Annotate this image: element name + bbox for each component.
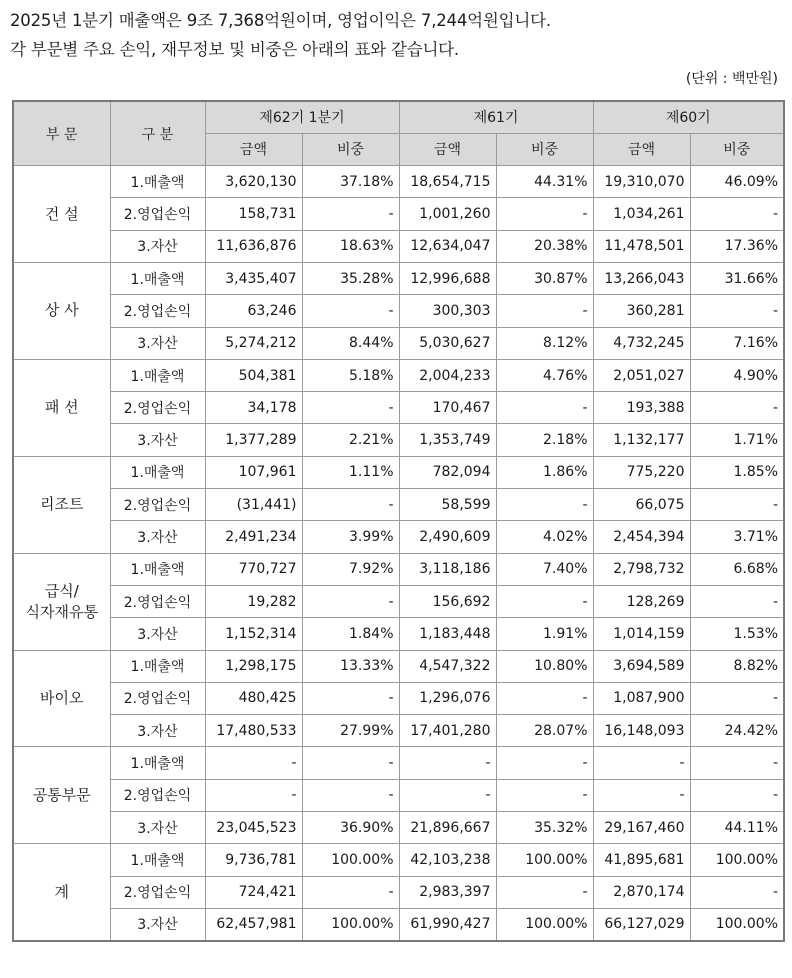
ratio-cell: 44.31% xyxy=(496,166,593,198)
ratio-cell: - xyxy=(496,198,593,230)
amount-cell: 9,736,781 xyxy=(205,844,302,876)
amount-cell: 107,961 xyxy=(205,456,302,488)
row-item-label: 1.매출액 xyxy=(110,456,205,488)
amount-cell: - xyxy=(593,779,690,811)
amount-cell: 29,167,460 xyxy=(593,812,690,844)
header-period-61: 제61기 xyxy=(399,101,593,133)
amount-cell: 21,896,667 xyxy=(399,812,496,844)
amount-cell: 1,298,175 xyxy=(205,650,302,682)
amount-cell: 2,490,609 xyxy=(399,521,496,553)
amount-cell: 128,269 xyxy=(593,585,690,617)
amount-cell: 34,178 xyxy=(205,392,302,424)
ratio-cell: 4.76% xyxy=(496,359,593,391)
amount-cell: 775,220 xyxy=(593,456,690,488)
amount-cell: 66,127,029 xyxy=(593,908,690,940)
ratio-cell: - xyxy=(302,585,399,617)
amount-cell: 19,282 xyxy=(205,585,302,617)
ratio-cell: - xyxy=(496,682,593,714)
amount-cell: 2,004,233 xyxy=(399,359,496,391)
amount-cell: 16,148,093 xyxy=(593,715,690,747)
row-item-label: 3.자산 xyxy=(110,521,205,553)
amount-cell: 3,620,130 xyxy=(205,166,302,198)
ratio-cell: 100.00% xyxy=(496,844,593,876)
ratio-cell: - xyxy=(496,876,593,908)
ratio-cell: 2.21% xyxy=(302,424,399,456)
row-item-label: 3.자산 xyxy=(110,812,205,844)
amount-cell: 300,303 xyxy=(399,295,496,327)
table-row xyxy=(13,682,784,714)
ratio-cell: 100.00% xyxy=(690,844,784,876)
segment-name: 공통부문 xyxy=(13,747,110,844)
ratio-cell: - xyxy=(690,779,784,811)
amount-cell: - xyxy=(205,747,302,779)
unit-label: (단위 : 백만원) xyxy=(685,71,778,87)
ratio-cell: 1.84% xyxy=(302,618,399,650)
ratio-cell: 100.00% xyxy=(496,908,593,940)
amount-cell: 1,034,261 xyxy=(593,198,690,230)
ratio-cell: 3.71% xyxy=(690,521,784,553)
amount-cell: 19,310,070 xyxy=(593,166,690,198)
amount-cell: 1,014,159 xyxy=(593,618,690,650)
ratio-cell: 2.18% xyxy=(496,424,593,456)
ratio-cell: 28.07% xyxy=(496,715,593,747)
ratio-cell: - xyxy=(496,489,593,521)
ratio-cell: 1.53% xyxy=(690,618,784,650)
table-row xyxy=(13,812,784,844)
row-item-label: 1.매출액 xyxy=(110,747,205,779)
row-item-label: 2.영업손익 xyxy=(110,295,205,327)
segment-name: 상 사 xyxy=(13,262,110,359)
amount-cell: 1,132,177 xyxy=(593,424,690,456)
amount-cell: 1,001,260 xyxy=(399,198,496,230)
amount-cell: 17,401,280 xyxy=(399,715,496,747)
ratio-cell: 44.11% xyxy=(690,812,784,844)
amount-cell: 1,353,749 xyxy=(399,424,496,456)
segment-financial-table xyxy=(12,100,785,942)
amount-cell: 193,388 xyxy=(593,392,690,424)
amount-cell: - xyxy=(399,747,496,779)
amount-cell: 782,094 xyxy=(399,456,496,488)
amount-cell: - xyxy=(399,779,496,811)
row-item-label: 3.자산 xyxy=(110,327,205,359)
table-row xyxy=(13,166,784,198)
amount-cell: 1,377,289 xyxy=(205,424,302,456)
row-item-label: 3.자산 xyxy=(110,230,205,262)
table-row xyxy=(13,844,784,876)
header-period-62-q1: 제62기 1분기 xyxy=(205,101,399,133)
ratio-cell: - xyxy=(496,585,593,617)
amount-cell: 2,051,027 xyxy=(593,359,690,391)
amount-cell: 12,996,688 xyxy=(399,262,496,294)
ratio-cell: 27.99% xyxy=(302,715,399,747)
row-item-label: 1.매출액 xyxy=(110,166,205,198)
ratio-cell: - xyxy=(302,392,399,424)
ratio-cell: 3.99% xyxy=(302,521,399,553)
amount-cell: 1,183,448 xyxy=(399,618,496,650)
row-item-label: 3.자산 xyxy=(110,715,205,747)
segment-name: 계 xyxy=(13,844,110,941)
ratio-cell: 4.02% xyxy=(496,521,593,553)
amount-cell: 63,246 xyxy=(205,295,302,327)
ratio-cell: - xyxy=(302,295,399,327)
ratio-cell: - xyxy=(496,747,593,779)
table-row xyxy=(13,553,784,585)
amount-cell: 5,030,627 xyxy=(399,327,496,359)
amount-cell: 2,491,234 xyxy=(205,521,302,553)
amount-cell: 11,478,501 xyxy=(593,230,690,262)
ratio-cell: 1.11% xyxy=(302,456,399,488)
ratio-cell: - xyxy=(302,198,399,230)
row-item-label: 2.영업손익 xyxy=(110,779,205,811)
table-row xyxy=(13,456,784,488)
segment-name: 패 션 xyxy=(13,359,110,456)
ratio-cell: 1.86% xyxy=(496,456,593,488)
ratio-cell: 1.71% xyxy=(690,424,784,456)
amount-cell: 770,727 xyxy=(205,553,302,585)
table-row xyxy=(13,424,784,456)
ratio-cell: 10.80% xyxy=(496,650,593,682)
ratio-cell: - xyxy=(690,585,784,617)
amount-cell: 156,692 xyxy=(399,585,496,617)
ratio-cell: 36.90% xyxy=(302,812,399,844)
segment-name: 바이오 xyxy=(13,650,110,747)
amount-cell: 1,296,076 xyxy=(399,682,496,714)
table-row xyxy=(13,779,784,811)
ratio-cell: - xyxy=(690,392,784,424)
ratio-cell: 35.28% xyxy=(302,262,399,294)
amount-cell: 17,480,533 xyxy=(205,715,302,747)
header-category: 구 분 xyxy=(110,101,205,166)
header-ratio: 비중 xyxy=(690,133,784,165)
amount-cell: 11,636,876 xyxy=(205,230,302,262)
ratio-cell: - xyxy=(496,295,593,327)
header-amount: 금액 xyxy=(205,133,302,165)
table-row xyxy=(13,747,784,779)
amount-cell: 42,103,238 xyxy=(399,844,496,876)
row-item-label: 2.영업손익 xyxy=(110,876,205,908)
ratio-cell: 37.18% xyxy=(302,166,399,198)
table-row xyxy=(13,908,784,940)
ratio-cell: 1.85% xyxy=(690,456,784,488)
header-ratio: 비중 xyxy=(496,133,593,165)
ratio-cell: 7.92% xyxy=(302,553,399,585)
amount-cell: 2,870,174 xyxy=(593,876,690,908)
amount-cell: 18,654,715 xyxy=(399,166,496,198)
row-item-label: 2.영업손익 xyxy=(110,682,205,714)
table-row xyxy=(13,295,784,327)
header-amount: 금액 xyxy=(399,133,496,165)
ratio-cell: 7.16% xyxy=(690,327,784,359)
amount-cell: 23,045,523 xyxy=(205,812,302,844)
ratio-cell: - xyxy=(690,198,784,230)
ratio-cell: 30.87% xyxy=(496,262,593,294)
header-amount: 금액 xyxy=(593,133,690,165)
amount-cell: 13,266,043 xyxy=(593,262,690,294)
ratio-cell: - xyxy=(690,489,784,521)
amount-cell: 5,274,212 xyxy=(205,327,302,359)
header-segment: 부 문 xyxy=(13,101,110,166)
ratio-cell: - xyxy=(302,779,399,811)
amount-cell: 724,421 xyxy=(205,876,302,908)
table-row xyxy=(13,876,784,908)
ratio-cell: 5.18% xyxy=(302,359,399,391)
table-row xyxy=(13,489,784,521)
ratio-cell: 35.32% xyxy=(496,812,593,844)
table-row xyxy=(13,327,784,359)
amount-cell: (31,441) xyxy=(205,489,302,521)
amount-cell: 3,694,589 xyxy=(593,650,690,682)
row-item-label: 1.매출액 xyxy=(110,359,205,391)
segment-name: 리조트 xyxy=(13,456,110,553)
header-ratio: 비중 xyxy=(302,133,399,165)
amount-cell: 2,983,397 xyxy=(399,876,496,908)
table-row xyxy=(13,650,784,682)
ratio-cell: - xyxy=(302,876,399,908)
ratio-cell: 6.68% xyxy=(690,553,784,585)
ratio-cell: - xyxy=(690,295,784,327)
ratio-cell: - xyxy=(302,747,399,779)
amount-cell: - xyxy=(593,747,690,779)
row-item-label: 3.자산 xyxy=(110,908,205,940)
ratio-cell: - xyxy=(690,876,784,908)
amount-cell: 62,457,981 xyxy=(205,908,302,940)
row-item-label: 2.영업손익 xyxy=(110,198,205,230)
ratio-cell: 20.38% xyxy=(496,230,593,262)
amount-cell: 12,634,047 xyxy=(399,230,496,262)
ratio-cell: 7.40% xyxy=(496,553,593,585)
ratio-cell: 46.09% xyxy=(690,166,784,198)
table-row xyxy=(13,198,784,230)
amount-cell: 4,547,322 xyxy=(399,650,496,682)
row-item-label: 1.매출액 xyxy=(110,650,205,682)
ratio-cell: - xyxy=(690,682,784,714)
table-row xyxy=(13,715,784,747)
ratio-cell: 100.00% xyxy=(302,908,399,940)
ratio-cell: - xyxy=(302,682,399,714)
intro-line-1: 2025년 1분기 매출액은 9조 7,368억원이며, 영업이익은 7,244억원입니다. xyxy=(10,11,551,30)
amount-cell: 504,381 xyxy=(205,359,302,391)
amount-cell: 66,075 xyxy=(593,489,690,521)
segment-name: 급식/ 식자재유통 xyxy=(13,553,110,650)
row-item-label: 1.매출액 xyxy=(110,262,205,294)
ratio-cell: 1.91% xyxy=(496,618,593,650)
table-body xyxy=(13,166,784,941)
ratio-cell: 8.44% xyxy=(302,327,399,359)
intro-text xyxy=(10,6,551,64)
amount-cell: 158,731 xyxy=(205,198,302,230)
table-row xyxy=(13,230,784,262)
header-period-60: 제60기 xyxy=(593,101,784,133)
table-row xyxy=(13,359,784,391)
ratio-cell: 17.36% xyxy=(690,230,784,262)
row-item-label: 1.매출액 xyxy=(110,553,205,585)
amount-cell: 170,467 xyxy=(399,392,496,424)
ratio-cell: - xyxy=(496,779,593,811)
amount-cell: 41,895,681 xyxy=(593,844,690,876)
amount-cell: 4,732,245 xyxy=(593,327,690,359)
row-item-label: 2.영업손익 xyxy=(110,585,205,617)
table-row xyxy=(13,392,784,424)
row-item-label: 3.자산 xyxy=(110,424,205,456)
row-item-label: 2.영업손익 xyxy=(110,392,205,424)
amount-cell: 61,990,427 xyxy=(399,908,496,940)
intro-line-2: 각 부문별 주요 손익, 재무정보 및 비중은 아래의 표와 같습니다. xyxy=(10,40,459,59)
amount-cell: 480,425 xyxy=(205,682,302,714)
amount-cell: 1,152,314 xyxy=(205,618,302,650)
ratio-cell: 4.90% xyxy=(690,359,784,391)
amount-cell: 1,087,900 xyxy=(593,682,690,714)
ratio-cell: 18.63% xyxy=(302,230,399,262)
amount-cell: 3,435,407 xyxy=(205,262,302,294)
ratio-cell: 8.82% xyxy=(690,650,784,682)
row-item-label: 3.자산 xyxy=(110,618,205,650)
table-row xyxy=(13,262,784,294)
amount-cell: 58,599 xyxy=(399,489,496,521)
ratio-cell: - xyxy=(302,489,399,521)
ratio-cell: 100.00% xyxy=(302,844,399,876)
ratio-cell: 24.42% xyxy=(690,715,784,747)
ratio-cell: - xyxy=(496,392,593,424)
table-row xyxy=(13,585,784,617)
amount-cell: 3,118,186 xyxy=(399,553,496,585)
ratio-cell: 100.00% xyxy=(690,908,784,940)
amount-cell: 2,454,394 xyxy=(593,521,690,553)
ratio-cell: - xyxy=(690,747,784,779)
segment-name: 건 설 xyxy=(13,166,110,263)
amount-cell: 2,798,732 xyxy=(593,553,690,585)
row-item-label: 1.매출액 xyxy=(110,844,205,876)
ratio-cell: 31.66% xyxy=(690,262,784,294)
ratio-cell: 13.33% xyxy=(302,650,399,682)
ratio-cell: 8.12% xyxy=(496,327,593,359)
table-row xyxy=(13,618,784,650)
row-item-label: 2.영업손익 xyxy=(110,489,205,521)
amount-cell: 360,281 xyxy=(593,295,690,327)
table-row xyxy=(13,521,784,553)
amount-cell: - xyxy=(205,779,302,811)
